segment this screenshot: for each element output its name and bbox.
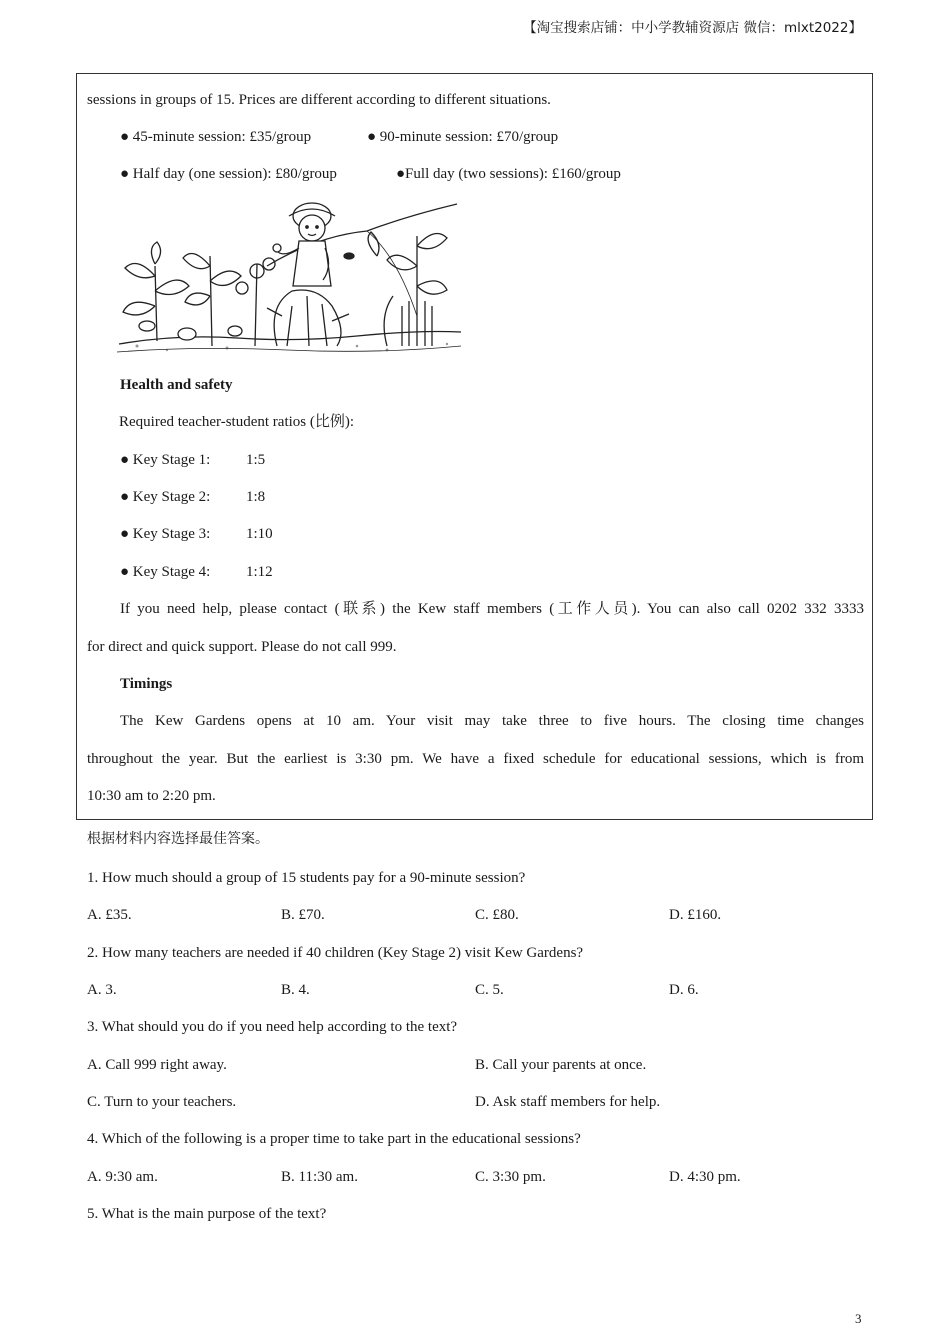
price-item: ● 90-minute session: £70/group	[367, 129, 559, 145]
reading-passage-box	[76, 73, 873, 820]
answer-option[interactable]: C. Turn to your teachers.	[87, 1094, 237, 1110]
answer-option[interactable]: D. 4:30 pm.	[669, 1169, 741, 1185]
answer-option[interactable]: A. 9:30 am.	[87, 1169, 158, 1185]
ratios-intro: Required teacher-student ratios (比例):	[119, 414, 355, 430]
answer-option[interactable]: A. 3.	[87, 982, 117, 998]
question-text: 3. What should you do if you need help according to the text?	[87, 1019, 458, 1035]
ratio-stage: ● Key Stage 1:	[120, 452, 211, 468]
page-header: 【淘宝搜索店铺：中小学教辅资源店 微信：mlxt2022】	[523, 20, 862, 36]
price-item: ● Half day (one session): £80/group	[120, 166, 337, 182]
answer-option[interactable]: D. Ask staff members for help.	[475, 1094, 661, 1110]
gardening-girl-illustration	[117, 196, 463, 358]
ratio-value: 1:10	[246, 526, 273, 542]
question-text: 2. How many teachers are needed if 40 children (Key Stage 2) visit Kew Gardens?	[87, 945, 584, 961]
answer-option[interactable]: B. £70.	[281, 907, 325, 923]
timings-heading: Timings	[120, 676, 173, 692]
answer-option[interactable]: B. 11:30 am.	[281, 1169, 358, 1185]
ratio-value: 1:8	[246, 489, 266, 505]
ratio-stage: ● Key Stage 4:	[120, 564, 211, 580]
question-text: 4. Which of the following is a proper time to take part in the educational sessions?	[87, 1131, 581, 1147]
answer-option[interactable]: C. £80.	[475, 907, 519, 923]
help-line: If you need help, please contact (联系) the Kew staff members (工作人员). You can also call 0202 332 3333	[120, 601, 864, 617]
answer-option[interactable]: B. 4.	[281, 982, 310, 998]
answer-option[interactable]: B. Call your parents at once.	[475, 1057, 647, 1073]
answer-option[interactable]: D. 6.	[669, 982, 699, 998]
answer-option[interactable]: A. £35.	[87, 907, 132, 923]
answer-option[interactable]: D. £160.	[669, 907, 722, 923]
answer-option[interactable]: A. Call 999 right away.	[87, 1057, 227, 1073]
help-line: for direct and quick support. Please do not call 999.	[87, 639, 397, 655]
question-text: 1. How much should a group of 15 students pay for a 90-minute session?	[87, 870, 526, 886]
question-text: 5. What is the main purpose of the text?	[87, 1206, 327, 1222]
ratio-stage: ● Key Stage 2:	[120, 489, 211, 505]
instruction: 根据材料内容选择最佳答案。	[87, 831, 269, 847]
page-number: 3	[855, 1311, 862, 1326]
price-item: ●Full day (two sessions): £160/group	[396, 166, 621, 182]
ratio-value: 1:5	[246, 452, 266, 468]
price-item: ● 45-minute session: £35/group	[120, 129, 312, 145]
timings-line: The Kew Gardens opens at 10 am. Your visit may take three to five hours. The closing time changes	[120, 713, 864, 729]
timings-line: throughout the year. But the earliest is 3:30 pm. We have a fixed schedule for educational sessions, which is from	[87, 751, 864, 767]
ratio-value: 1:12	[246, 564, 273, 580]
answer-option[interactable]: C. 3:30 pm.	[475, 1169, 546, 1185]
ratio-stage: ● Key Stage 3:	[120, 526, 211, 542]
timings-line: 10:30 am to 2:20 pm.	[87, 788, 216, 804]
intro-line: sessions in groups of 15. Prices are different according to different situations.	[87, 92, 551, 108]
answer-option[interactable]: C. 5.	[475, 982, 504, 998]
health-safety-heading: Health and safety	[120, 377, 233, 393]
